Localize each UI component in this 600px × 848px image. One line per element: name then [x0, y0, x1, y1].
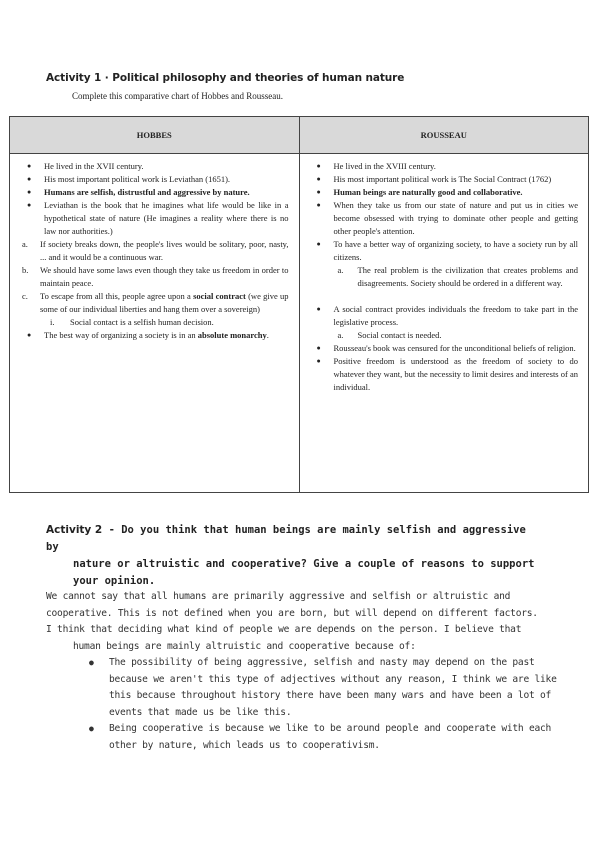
list-item: ● Rousseau's book was censured for the unconditional beliefs of religion.	[334, 342, 579, 355]
question-text: - Do you think that human beings are mainly selfish and aggressive by	[46, 524, 526, 553]
hobbes-cell	[10, 154, 300, 493]
item-text: The best way of organizing a society is in an	[44, 330, 198, 340]
activity1-instructions: Complete this comparative chart of Hobbes and Rousseau.	[72, 91, 283, 101]
list-item: ● A social contract provides individuals the freedom to take part in the legislative process.	[334, 303, 579, 329]
list-marker: a.	[337, 265, 344, 275]
list-item	[337, 264, 579, 290]
item-text: If society breaks down, the people's lives would be solitary, poor, nasty, ... and it would be a continuous war.	[40, 239, 289, 262]
item-text: Social contact is a selfish human decision.	[70, 317, 214, 327]
hobbes-subsublist	[40, 316, 289, 329]
item-text: Social contact is needed.	[357, 330, 442, 340]
item-text: (we give up some of our individual liberties and hang them over a sovereign)	[40, 291, 289, 314]
answer-paragraph: We cannot say that all humans are primarily aggressive and selfish or altruistic and cooperative. This is not defined when you are born, but will depend on different factors.	[46, 591, 538, 619]
item-text: .	[266, 330, 269, 340]
list-item	[44, 329, 289, 342]
list-item: ● He lived in the XVIII century.	[334, 160, 579, 173]
hobbes-sublist	[16, 238, 289, 329]
bold-text: social contract	[193, 291, 246, 301]
item-text: We should have some laws even though they take us freedom in order to maintain peace.	[40, 265, 289, 288]
comparison-table	[9, 116, 589, 493]
hobbes-header: HOBBES	[10, 117, 300, 154]
list-item	[22, 290, 289, 329]
rousseau-header: ROUSSEAU	[299, 117, 589, 154]
list-item: ● His most important political work is The Social Contract (1762)	[334, 173, 579, 186]
activity1-title: Activity 1 · Political philosophy and theories of human nature	[46, 72, 405, 84]
list-marker: c.	[22, 291, 28, 301]
rousseau-sublist-2	[306, 329, 579, 342]
list-item: ● The possibility of being aggressive, selfish and nasty may depend on the past because we aren't this type of adjectives without any reason, I think we are like this because throughout history there have been many wars and have been a lot of events that made us be like this.	[109, 655, 566, 721]
list-marker: i.	[50, 317, 55, 327]
list-item: ● To have a better way of organizing society, to have a society run by all citizens.	[334, 238, 579, 264]
list-marker: b.	[22, 265, 29, 275]
list-item	[50, 316, 289, 329]
list-item	[334, 186, 579, 199]
rousseau-list	[306, 160, 579, 264]
list-marker: a.	[22, 239, 28, 249]
list-item: ● When they take us from our state of nature and put us in cities we become obsessed with trying to dominate other people and getting other people's attention.	[334, 199, 579, 238]
list-item: ● Positive freedom is understood as the freedom of society to do whatever they want, but the necessity to limit desires and interests of an individual.	[334, 355, 579, 394]
rousseau-sublist	[306, 264, 579, 290]
rousseau-cell	[299, 154, 589, 493]
answer-text	[46, 589, 566, 754]
bold-text: Humans are selfish, distrustful and aggressive by nature.	[44, 187, 250, 197]
answer-bullets	[46, 655, 566, 754]
list-marker: a.	[337, 330, 344, 340]
hobbes-list-end	[16, 329, 289, 342]
item-text: To escape from all this, people agree upon a	[40, 291, 194, 301]
list-item	[337, 329, 579, 342]
list-item	[22, 264, 289, 290]
activity2-label: Activity 2	[46, 524, 103, 536]
question-text-continued: nature or altruistic and cooperative? Give a couple of reasons to support your opinion.	[73, 558, 535, 587]
activity2-question	[46, 522, 536, 590]
rousseau-list-3	[306, 342, 579, 394]
list-item: ● His most important political work is Leviathan (1651).	[44, 173, 289, 186]
spacer	[306, 290, 579, 303]
list-item	[44, 186, 289, 199]
list-item: ● He lived in the XVII century.	[44, 160, 289, 173]
hobbes-list	[16, 160, 289, 238]
list-item: ● Being cooperative is because we like to be around people and cooperate with each other by nature, which leads us to cooperativism.	[109, 721, 566, 754]
rousseau-list-2	[306, 303, 579, 329]
answer-paragraph: I think that deciding what kind of people we are depends on the person. I believe that	[46, 624, 522, 635]
item-text: The real problem is the civilization that creates problems and disagreements. Society should be ordered in a different way.	[357, 265, 578, 288]
list-item: ● Leviathan is the book that he imagines what life would be like in a hypothetical state of nature (He imagines a reality where there is no law nor authorities.)	[44, 199, 289, 238]
bold-text: absolute monarchy	[197, 330, 267, 340]
list-item	[22, 238, 289, 264]
answer-paragraph-indent: human beings are mainly altruistic and cooperative because of:	[73, 640, 416, 652]
bold-text: Human beings are naturally good and collaborative.	[333, 187, 523, 197]
